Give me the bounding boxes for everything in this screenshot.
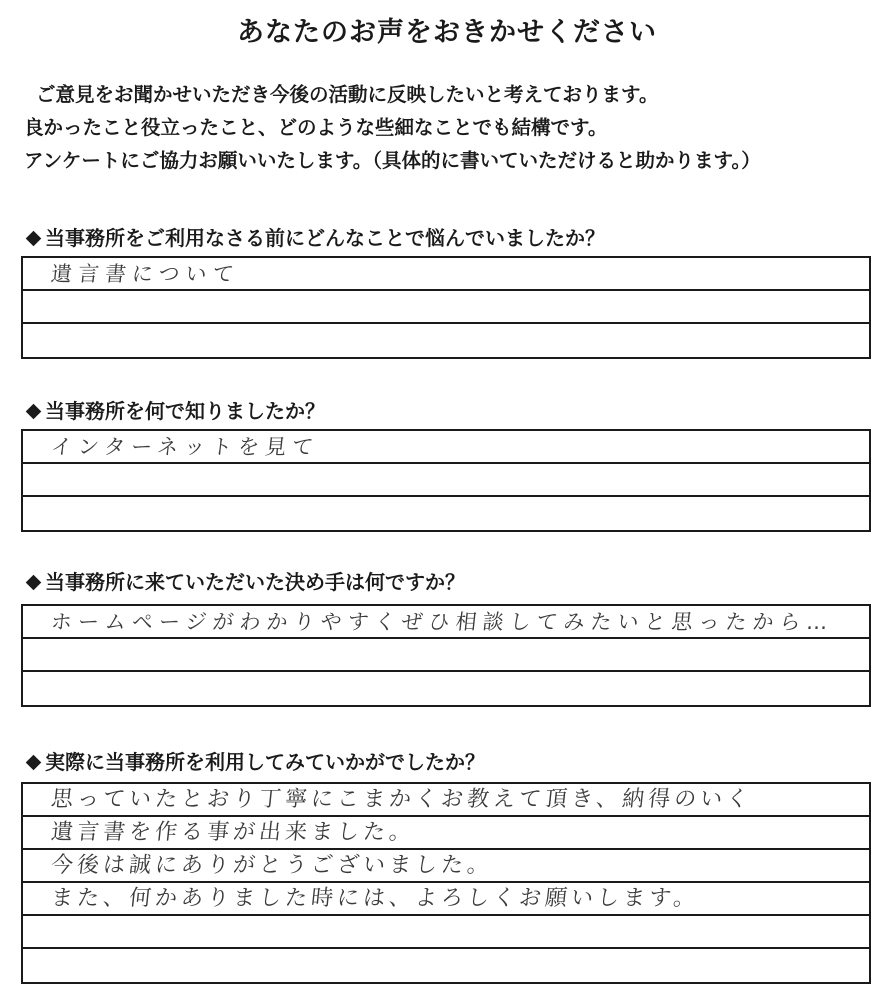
answer-line[interactable] — [23, 258, 869, 291]
answer-line[interactable] — [23, 784, 869, 817]
question-1-label — [24, 224, 605, 252]
answer-line[interactable] — [23, 672, 869, 705]
diamond-bullet-icon — [26, 230, 42, 246]
answer-line[interactable] — [23, 497, 869, 530]
question-1-text: 当事務所をご利用なさる前にどんなことで悩んでいましたか？ — [45, 226, 605, 250]
intro-line-3: アンケートにご協力お願いいたします。（具体的に書いていただけると助かります。） — [24, 149, 761, 172]
answer-line[interactable] — [23, 639, 869, 672]
answer-line[interactable] — [23, 464, 869, 497]
question-2-label — [24, 397, 325, 425]
diamond-bullet-icon — [26, 754, 42, 770]
answer-box-4[interactable] — [21, 782, 871, 984]
question-4-text: 実際に当事務所を利用してみていかがでしたか？ — [45, 750, 485, 774]
answer-text: 遺言書を作る事が出来ました。 — [49, 820, 417, 845]
question-2-text: 当事務所を何で知りましたか？ — [45, 399, 325, 423]
diamond-bullet-icon — [26, 574, 42, 590]
answer-line[interactable] — [23, 606, 869, 639]
answer-text: 今後は誠にありがとうございました。 — [49, 853, 495, 878]
answer-text: また、何かありました時には、よろしくお願いします。 — [49, 886, 701, 911]
answer-line[interactable] — [23, 949, 869, 982]
question-3-text: 当事務所に来ていただいた決め手は何ですか？ — [45, 570, 465, 594]
diamond-bullet-icon — [26, 403, 42, 419]
answer-text: 思っていたとおり丁寧にこまかくお教えて頂き、納得のいく — [49, 787, 754, 812]
answer-line[interactable] — [23, 817, 869, 850]
answer-box-1[interactable] — [21, 256, 871, 359]
question-4-label — [24, 748, 485, 776]
answer-line[interactable] — [23, 431, 869, 464]
answer-text: ホームページがわかりやすくぜひ相談してみたいと思ったから… — [49, 610, 835, 634]
intro-line-2: 良かったこと役立ったこと、どのような些細なことでも結構です。 — [24, 116, 608, 139]
answer-text: インターネットを見て — [49, 435, 321, 459]
answer-line[interactable] — [23, 324, 869, 357]
answer-line[interactable] — [23, 850, 869, 883]
answer-line[interactable] — [23, 291, 869, 324]
answer-text: 遺言書について — [49, 262, 241, 286]
page-title: あなたのお声をおきかせください — [237, 17, 657, 48]
answer-box-3[interactable] — [21, 604, 871, 707]
question-3-label — [24, 568, 465, 596]
answer-line[interactable] — [23, 916, 869, 949]
answer-line[interactable] — [23, 883, 869, 916]
intro-line-1: ご意見をお聞かせいただき今後の活動に反映したいと考えております。 — [36, 83, 659, 106]
intro-text — [24, 78, 761, 177]
answer-box-2[interactable] — [21, 429, 871, 532]
